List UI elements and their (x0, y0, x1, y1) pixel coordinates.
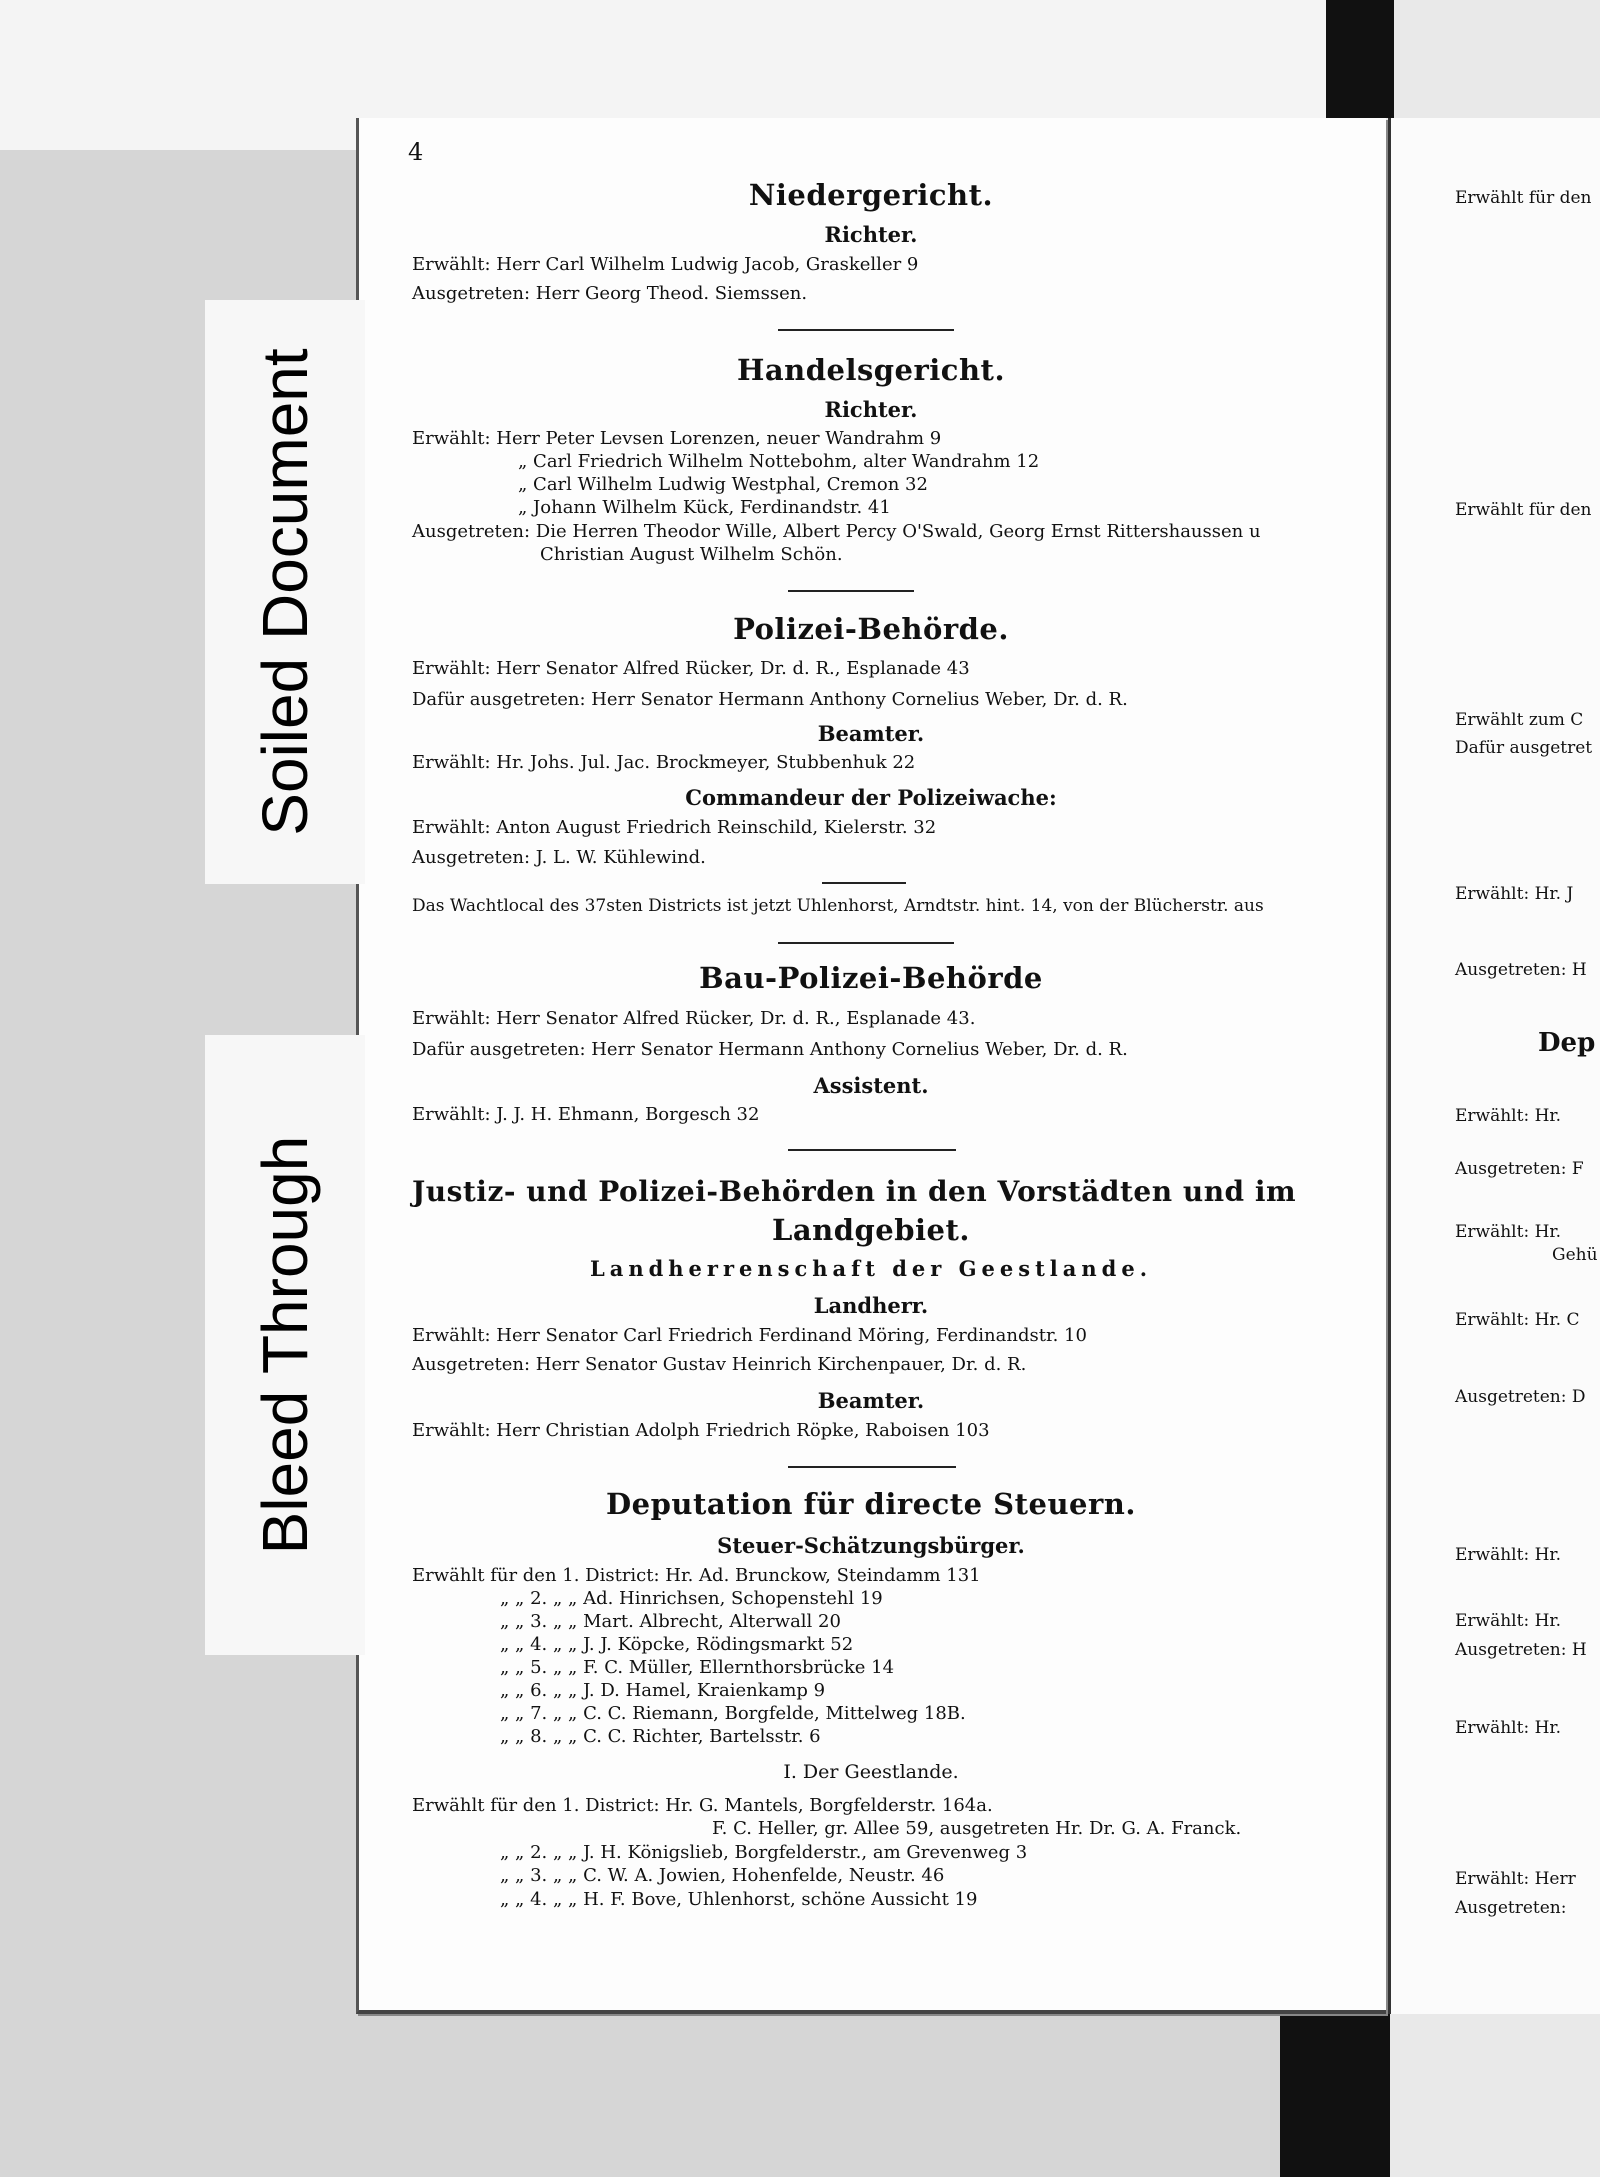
text-line: Erwählt: Anton August Friedrich Reinschild, Kielerstr. 32 (412, 817, 937, 838)
facing-text: Erwählt: Hr. (1455, 1545, 1562, 1565)
section-title-deputation: Deputation für directe Steuern. (606, 1487, 1136, 1521)
subtitle-beamter: Beamter. (817, 1388, 925, 1413)
subtitle-richter: Richter. (824, 222, 918, 247)
table-row: „ „ 4. „ „ J. J. Köpcke, Rödingsmarkt 52 (500, 1634, 854, 1655)
section-title-niedergericht: Niedergericht. (748, 178, 994, 212)
facing-text: Erwählt: Hr. C (1455, 1310, 1580, 1330)
table-row: „ „ 4. „ „ H. F. Bove, Uhlenhorst, schöne Aussicht 19 (500, 1889, 978, 1910)
facing-text: Erwählt: Hr. J (1455, 884, 1574, 904)
table-row: „ „ 3. „ „ Mart. Albrecht, Alterwall 20 (500, 1611, 841, 1632)
facing-text: Gehü (1552, 1245, 1598, 1265)
table-row: „ „ 6. „ „ J. D. Hamel, Kraienkamp 9 (500, 1680, 826, 1701)
divider (788, 1149, 956, 1151)
facing-heading: Dep (1538, 1028, 1596, 1058)
text-line: Erwählt: Hr. Johs. Jul. Jac. Brockmeyer, Stubbenhuk 22 (412, 752, 916, 773)
section-title-handelsgericht: Handelsgericht. (736, 353, 1006, 387)
subtitle-steuer: Steuer-Schätzungsbürger. (717, 1533, 1025, 1558)
table-row: „ „ 3. „ „ C. W. A. Jowien, Hohenfelde, Neustr. 46 (500, 1865, 945, 1886)
divider (822, 882, 906, 884)
subtitle-commandeur: Commandeur der Polizeiwache: (685, 785, 1057, 810)
text-line: Dafür ausgetreten: Herr Senator Hermann Anthony Cornelius Weber, Dr. d. R. (412, 689, 1128, 710)
table-row: F. C. Heller, gr. Allee 59, ausgetreten Hr. Dr. G. A. Franck. (712, 1818, 1242, 1839)
text-line: Ausgetreten: J. L. W. Kühlewind. (412, 847, 706, 868)
facing-text: Erwählt für den (1455, 188, 1592, 208)
table-row: „ „ 2. „ „ Ad. Hinrichsen, Schopenstehl 19 (500, 1588, 883, 1609)
bleed-through-label (205, 1035, 365, 1655)
table-row: „ „ 7. „ „ C. C. Riemann, Borgfelde, Mittelweg 18B. (500, 1703, 966, 1724)
table-row: „ „ 5. „ „ F. C. Müller, Ellernthorsbrücke 14 (500, 1657, 895, 1678)
binding-bar-bottom (1280, 1990, 1390, 2177)
facing-text: Ausgetreten: H (1455, 960, 1587, 980)
text-line: Erwählt: Herr Carl Wilhelm Ludwig Jacob, Graskeller 9 (412, 254, 919, 275)
bleed-through-text: Bleed Through (249, 1135, 321, 1555)
subtitle-landherrenschaft: Landherrenschaft der Geestlande. (589, 1256, 1153, 1281)
divider (788, 1466, 956, 1468)
facing-text: Erwählt zum C (1455, 710, 1584, 730)
text-line: Ausgetreten: Herr Georg Theod. Siemssen. (412, 283, 808, 304)
facing-text: Ausgetreten: F (1455, 1159, 1584, 1179)
facing-text: Erwählt: Herr (1455, 1869, 1576, 1889)
facing-text: Ausgetreten: (1455, 1898, 1567, 1918)
divider (778, 942, 954, 944)
table-row: „ „ 2. „ „ J. H. Königslieb, Borgfelderstr., am Grevenweg 3 (500, 1842, 1028, 1863)
facing-text: Ausgetreten: H (1455, 1640, 1587, 1660)
text-line: Erwählt: J. J. H. Ehmann, Borgesch 32 (412, 1104, 760, 1125)
binding-bar-top (1326, 0, 1394, 118)
subtitle-landherr: Landherr. (813, 1293, 929, 1318)
section-title-polizei: Polizei-Behörde. (733, 612, 1009, 646)
text-line: Dafür ausgetreten: Herr Senator Hermann Anthony Cornelius Weber, Dr. d. R. (412, 1039, 1128, 1060)
text-line: Erwählt: Herr Peter Levsen Lorenzen, neuer Wandrahm 9 (412, 428, 942, 449)
soiled-document-label (205, 300, 365, 884)
text-line: Das Wachtlocal des 37sten Districts ist jetzt Uhlenhorst, Arndtstr. hint. 14, von der Blücherstr. aus (412, 896, 1264, 916)
section-title-justiz: Justiz- und Polizei-Behörden in den Vorstädten und im (412, 1175, 1297, 1208)
text-line: Ausgetreten: Die Herren Theodor Wille, Albert Percy O'Swald, Georg Ernst Rittershaussen u (412, 521, 1261, 542)
page-number: 4 (408, 138, 424, 166)
subtitle-assistent: Assistent. (813, 1073, 929, 1098)
facing-text: Erwählt: Hr. (1455, 1611, 1562, 1631)
text-line: „ Carl Friedrich Wilhelm Nottebohm, alter Wandrahm 12 (518, 451, 1040, 472)
divider (788, 590, 914, 592)
subtitle-geestlande: I. Der Geestlande. (783, 1761, 959, 1783)
subtitle-richter: Richter. (824, 397, 918, 422)
facing-text: Dafür ausgetret (1455, 738, 1593, 758)
text-line: Erwählt: Herr Senator Alfred Rücker, Dr. d. R., Esplanade 43. (412, 1008, 976, 1029)
text-line: Erwählt: Herr Christian Adolph Friedrich Röpke, Raboisen 103 (412, 1420, 990, 1441)
section-title-baupolizei: Bau-Polizei-Behörde (699, 961, 1043, 995)
table-row: Erwählt für den 1. District: Hr. Ad. Brunckow, Steindamm 131 (412, 1565, 981, 1586)
text-line: Ausgetreten: Herr Senator Gustav Heinrich Kirchenpauer, Dr. d. R. (412, 1354, 1027, 1375)
facing-text: Ausgetreten: D (1455, 1387, 1586, 1407)
facing-text: Erwählt für den (1455, 500, 1592, 520)
text-line: Erwählt: Herr Senator Carl Friedrich Ferdinand Möring, Ferdinandstr. 10 (412, 1325, 1087, 1346)
facing-text: Erwählt: Hr. (1455, 1106, 1562, 1126)
soiled-document-text: Soiled Document (249, 348, 321, 836)
text-line: Erwählt: Herr Senator Alfred Rücker, Dr. d. R., Esplanade 43 (412, 658, 970, 679)
facing-text: Erwählt: Hr. (1455, 1718, 1562, 1738)
text-line: „ Carl Wilhelm Ludwig Westphal, Cremon 32 (518, 474, 928, 495)
divider (778, 329, 954, 331)
facing-text: Erwählt: Hr. (1455, 1222, 1562, 1242)
section-title-landgebiet: Landgebiet. (771, 1213, 970, 1247)
text-line: Christian August Wilhelm Schön. (540, 544, 843, 565)
subtitle-beamter: Beamter. (817, 721, 925, 746)
table-row: Erwählt für den 1. District: Hr. G. Mantels, Borgfelderstr. 164a. (412, 1795, 993, 1816)
table-row: „ „ 8. „ „ C. C. Richter, Bartelsstr. 6 (500, 1726, 821, 1747)
text-line: „ Johann Wilhelm Kück, Ferdinandstr. 41 (518, 497, 891, 518)
